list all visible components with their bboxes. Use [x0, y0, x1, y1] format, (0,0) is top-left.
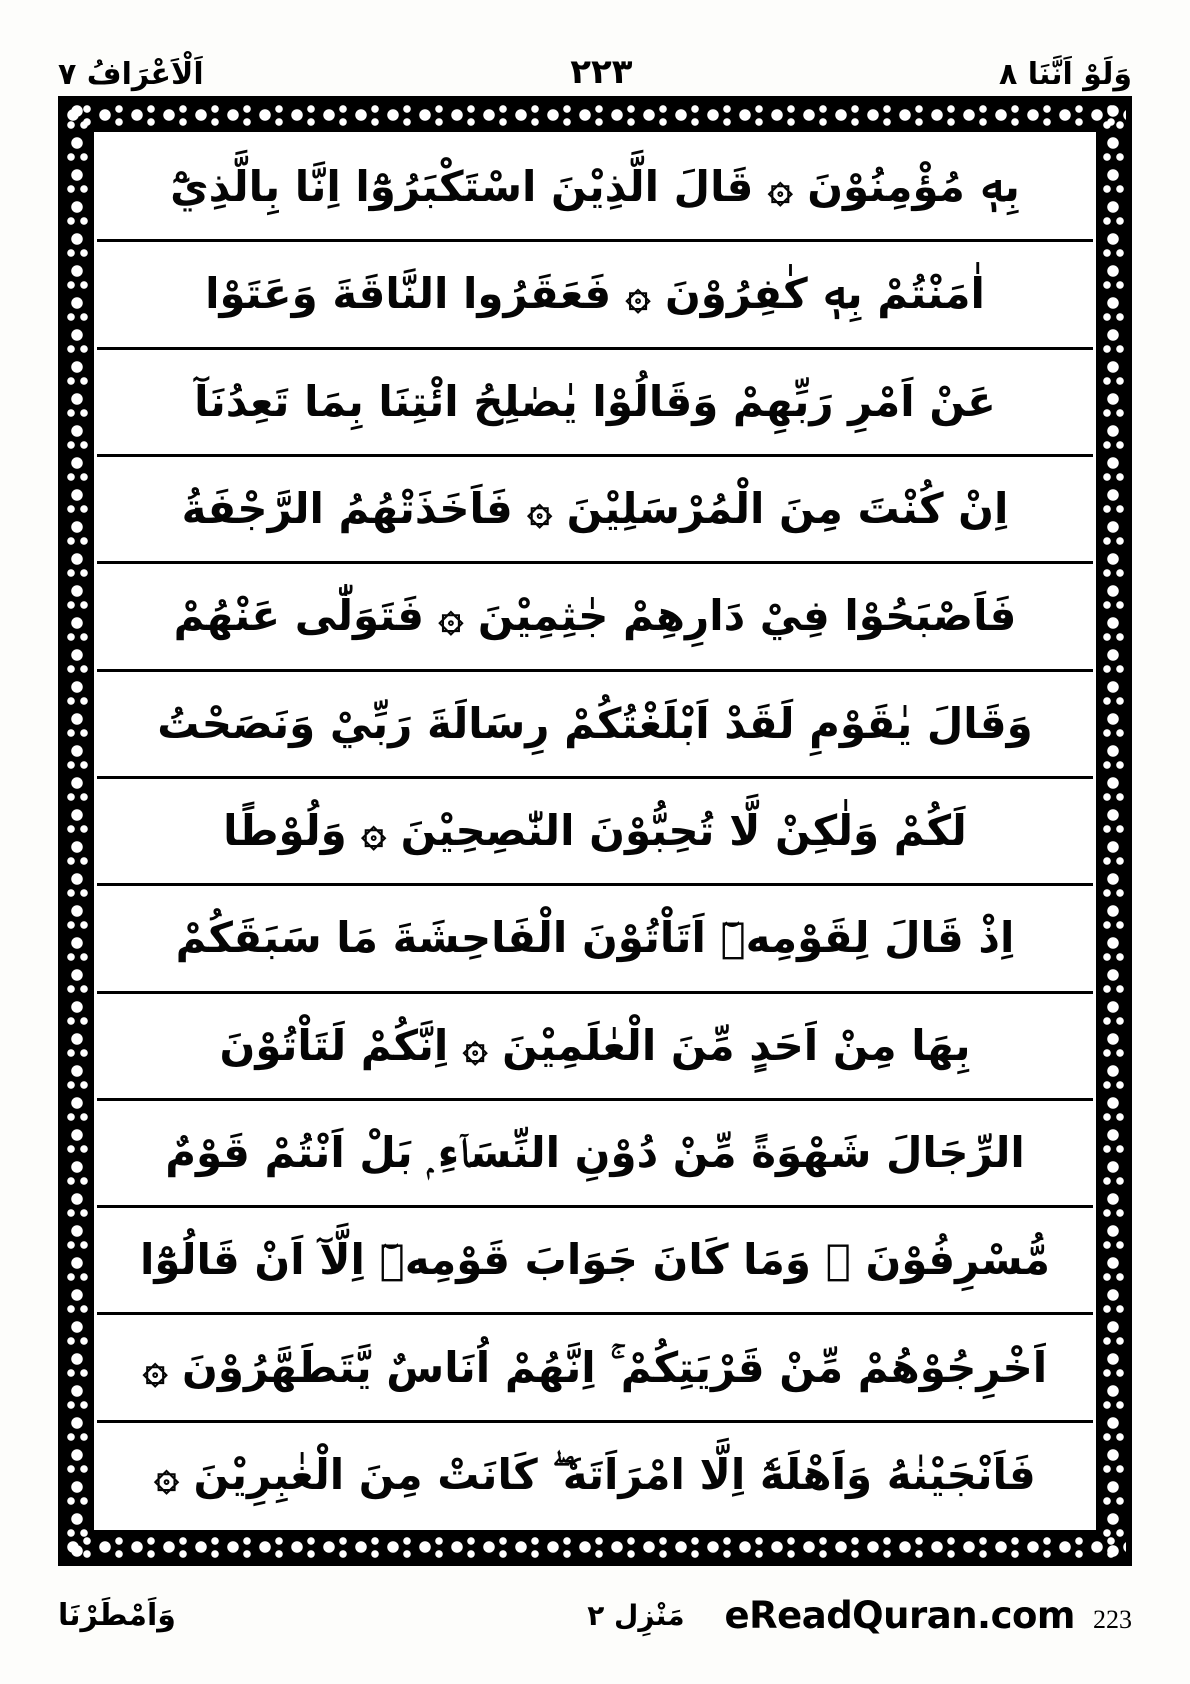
quran-line: [97, 994, 1093, 1101]
quran-line: [97, 135, 1093, 242]
catchword: وَاَمْطَرْنَا: [58, 1597, 176, 1633]
quran-line: [97, 1423, 1093, 1527]
ornamental-border: [58, 96, 1132, 1566]
quran-line-text: اِنْ كُنْتَ مِنَ الْمُرْسَلِيْنَ ۞ فَاَخَذَتْهُمُ الرَّجْفَةُ: [181, 484, 1009, 534]
quran-line-text: مُّسْرِفُوْنَ ۞ وَمَا كَانَ جَوَابَ قَوْمِهٖٓ اِلَّآ اَنْ قَالُوْٓا: [139, 1235, 1051, 1285]
border-motif-left: [64, 102, 90, 1560]
quran-line: [97, 1208, 1093, 1315]
quran-line-text: وَقَالَ يٰقَوْمِ لَقَدْ اَبْلَغْتُكُمْ رِسَالَةَ رَبِّيْ وَنَصَحْتُ: [157, 698, 1033, 748]
juz-name-header: وَلَوْ اَنَّنَا ٨: [999, 57, 1132, 92]
border-motif-right: [1100, 102, 1126, 1560]
quran-line-text: بِهَا مِنْ اَحَدٍ مِّنَ الْعٰلَمِيْنَ ۞ اِنَّكُمْ لَتَاْتُوْنَ: [219, 1020, 971, 1070]
quran-line-text: فَاَنْجَيْنٰهُ وَاَهْلَهٗٓ اِلَّا امْرَاَتَهٗ ۖ كَانَتْ مِنَ الْغٰبِرِيْنَ ۞: [154, 1449, 1036, 1499]
border-motif-top: [64, 102, 1126, 128]
site-brand[interactable]: eReadQuran.com: [724, 1593, 1075, 1637]
quran-line: [97, 242, 1093, 349]
quran-line: [97, 1315, 1093, 1422]
manzil-label: مَنْزِل ٢: [587, 1598, 685, 1632]
quran-line: [97, 779, 1093, 886]
quran-line-text: اَخْرِجُوْهُمْ مِّنْ قَرْيَتِكُمْ ۚ اِنَّهُمْ اُنَاسٌ يَّتَطَهَّرُوْنَ ۞: [142, 1342, 1048, 1392]
quran-line: [97, 886, 1093, 993]
quran-text-block: [97, 135, 1093, 1527]
surah-name-header: اَلْاَعْرَافُ ٧: [58, 57, 204, 92]
quran-line: [97, 457, 1093, 564]
quran-line-text: اٰمَنْتُمْ بِهٖ كٰفِرُوْنَ ۞ فَعَقَرُوا النَّاقَةَ وَعَتَوْا: [205, 269, 985, 319]
quran-line: [97, 564, 1093, 671]
footer-brand-group: [725, 1594, 1132, 1637]
page-number-arabic: ٢٢٣: [570, 52, 633, 92]
quran-line: [97, 1101, 1093, 1208]
quran-line-text: عَنْ اَمْرِ رَبِّهِمْ وَقَالُوْا يٰصٰلِحُ ائْتِنَا بِمَا تَعِدُنَآ: [194, 376, 996, 426]
quran-line-text: بِهٖ مُؤْمِنُوْنَ ۞ قَالَ الَّذِيْنَ اسْتَكْبَرُوْٓا اِنَّا بِالَّذِيْٓ: [170, 162, 1020, 212]
page-header: [58, 36, 1132, 92]
quran-line: [97, 672, 1093, 779]
quran-line: [97, 350, 1093, 457]
folio-number: 223: [1093, 1604, 1132, 1634]
quran-line-text: فَاَصْبَحُوْا فِيْ دَارِهِمْ جٰثِمِيْنَ ۞ فَتَوَلّٰى عَنْهُمْ: [173, 591, 1017, 641]
text-frame: [90, 128, 1100, 1534]
quran-line-text: اِذْ قَالَ لِقَوْمِهٖٓ اَتَاْتُوْنَ الْفَاحِشَةَ مَا سَبَقَكُمْ: [175, 913, 1015, 963]
quran-line-text: الرِّجَالَ شَهْوَةً مِّنْ دُوْنِ النِّسَاۤءِ ۭ بَلْ اَنْتُمْ قَوْمٌ: [165, 1127, 1025, 1177]
border-motif-bottom: [64, 1534, 1126, 1560]
page-footer: [58, 1580, 1132, 1650]
quran-line-text: لَكُمْ وَلٰكِنْ لَّا تُحِبُّوْنَ النّٰصِحِيْنَ ۞ وَلُوْطًا: [223, 805, 967, 855]
